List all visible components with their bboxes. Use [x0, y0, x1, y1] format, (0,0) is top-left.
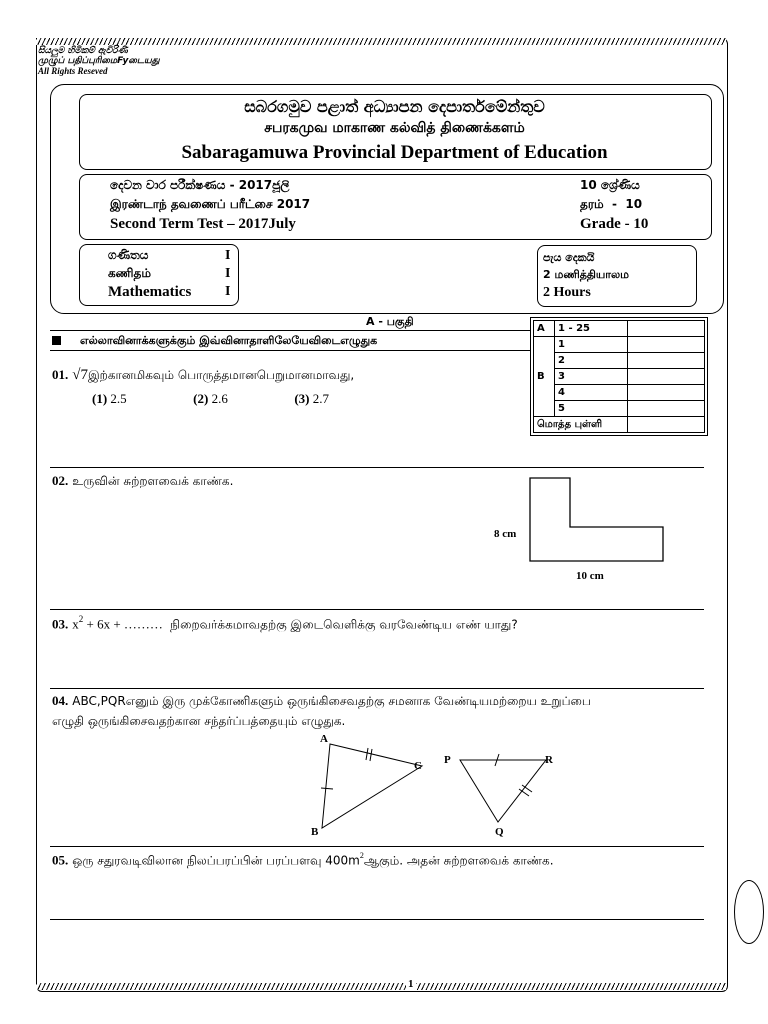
question-1-root: √7 [72, 367, 88, 383]
score-ellipse [734, 880, 764, 944]
option-1-value: 2.5 [110, 391, 127, 406]
marks-b-score [628, 369, 705, 385]
tick-ac-2 [370, 749, 372, 761]
option-1-label: (1) [92, 391, 108, 406]
vertex-q: Q [495, 826, 504, 838]
paper-number-2: I [225, 266, 231, 281]
marks-b-score [628, 401, 705, 417]
instruction-rule [50, 350, 530, 351]
page-number: 1 [408, 978, 414, 990]
exam-english: Second Term Test – 2017July [110, 216, 296, 232]
triangles-figure [300, 730, 570, 845]
marks-b-row: 1 [555, 337, 628, 353]
separator-q2 [50, 467, 704, 468]
question-3-expr-sup: 2 [78, 614, 84, 624]
marks-a-score [628, 321, 705, 337]
marks-b-score [628, 385, 705, 401]
l-shape-figure [520, 475, 670, 565]
marks-b-row: 4 [555, 385, 628, 401]
question-5-text-b: ஆகும். அதன் சுற்றளவைக் காண்க. [363, 853, 554, 868]
question-4-line2: எழுதி ஒருங்கிசைவதற்கான சந்தர்ப்பத்தையும் எழுதுக. [52, 714, 346, 728]
question-1-text: இற்கானமிகவும் பொருத்தமானபெறுமானமாவது, [87, 368, 355, 382]
bullet-square-icon [52, 336, 61, 345]
subject-english: Mathematics [108, 284, 192, 300]
marks-b-label: B [534, 337, 555, 417]
question-2 [52, 472, 233, 490]
copyright-sinhala: සියලුම හිමිකම් ඇවිරිණි [38, 46, 128, 56]
question-1-number: 01. [52, 367, 69, 382]
option-3-label: (3) [294, 391, 310, 406]
tick-ab [321, 788, 333, 789]
grade-english: Grade - 10 [580, 216, 649, 232]
separator-end [50, 919, 704, 920]
exam-tamil: இரண்டாந் தவணைப் பரீட்சை 2017 [110, 197, 311, 211]
height-label: 8 cm [494, 528, 517, 540]
question-2-text: உருவின் சுற்றளவைக் காண்க. [72, 474, 234, 488]
question-4-line1: ABC,PQRஎனும் இரு முக்கோணிகளும் ஒருங்கிசைவதற்கு சமனாக வேண்டியமற்றைய உறுப்பை [72, 694, 591, 708]
triangle-abc [322, 744, 422, 828]
tick-ac-1 [366, 748, 368, 760]
part-title-rule [50, 330, 530, 331]
triangle-pqr [460, 760, 546, 822]
marks-a-range: 1 - 25 [555, 321, 628, 337]
copyright-english: All Rights Reseved [38, 66, 108, 76]
question-5-number: 05. [52, 852, 69, 868]
separator-q3 [50, 609, 704, 610]
duration-english: 2 Hours [543, 285, 591, 300]
bottom-hatch-border [36, 983, 726, 990]
width-label: 10 cm [576, 570, 604, 582]
question-4-number: 04. [52, 693, 69, 708]
paper-number-1: I [225, 248, 231, 263]
question-3-text: நிறைவர்க்கமாவதற்கு இடைவெளிக்கு வரவேண்டிய எண் யாது? [170, 617, 518, 632]
part-title: A - பகுதி [366, 315, 414, 328]
vertex-c: C [414, 760, 422, 772]
paper-number-3: I [225, 284, 231, 299]
vertex-a: A [320, 733, 328, 745]
l-shape-outline [530, 478, 663, 561]
vertex-b: B [311, 826, 319, 838]
subject-sinhala: ගණිතය [108, 248, 149, 262]
grade-tamil: தரம் - 10 [580, 197, 643, 211]
department-sinhala: සබරගමුව පළාත් අධ්‍යාපන දෙපාර්තමේන්තුව [244, 97, 545, 116]
question-4 [52, 692, 591, 710]
marks-total-label: மொத்த புள்ளி [534, 417, 628, 433]
marks-b-score [628, 353, 705, 369]
marks-table [533, 320, 705, 433]
question-5-text-a: ஒரு சதுரவடிவிலான நிலப்பரப்பின் பரப்பளவு 400m [72, 853, 360, 868]
option-2-label: (2) [193, 391, 209, 406]
vertex-p: P [444, 754, 451, 766]
marks-b-score [628, 337, 705, 353]
question-5-sup: 2 [359, 851, 364, 860]
duration-tamil: 2 மணித்தியாலம [543, 268, 630, 281]
marks-a-label: A [534, 321, 555, 337]
duration-sinhala: පැය දෙකයි [543, 251, 595, 264]
question-1-options [92, 391, 329, 407]
exam-sinhala: දෙවන වාර පරීක්ෂණය - 2017ජූලි [110, 178, 290, 192]
part-instruction: எல்லாவினாக்களுக்கும் இவ்வினாதாளிலேயேவிடைஎழுதுக [80, 334, 378, 347]
department-tamil: சபரகமுவ மாகாண கல்வித் திணைக்களம் [264, 120, 525, 136]
question-3 [52, 614, 518, 633]
copyright-tamil: முழுப் பதிப்புரிமைFyடையது [38, 56, 160, 66]
marks-b-row: 3 [555, 369, 628, 385]
grade-sinhala: 10 ශ්‍රේණිය [580, 178, 640, 192]
marks-total-score [628, 417, 705, 433]
question-2-number: 02. [52, 473, 69, 488]
option-3-value: 2.7 [312, 391, 330, 406]
marks-b-row: 5 [555, 401, 628, 417]
question-5 [52, 851, 554, 869]
department-english: Sabaragamuwa Provincial Department of Education [181, 142, 608, 163]
option-2-value: 2.6 [211, 391, 228, 406]
subject-tamil: கணிதம் [108, 266, 151, 280]
question-1 [52, 366, 354, 384]
marks-table-frame [530, 317, 708, 436]
vertex-r: R [545, 754, 553, 766]
question-3-expr-base: x [72, 616, 79, 632]
question-3-expr-rest: + 6x + ……… [83, 616, 167, 632]
separator-q4 [50, 688, 704, 689]
top-hatch-border [36, 38, 726, 45]
marks-b-row: 2 [555, 353, 628, 369]
question-3-number: 03. [52, 616, 69, 632]
separator-q5 [50, 846, 704, 847]
